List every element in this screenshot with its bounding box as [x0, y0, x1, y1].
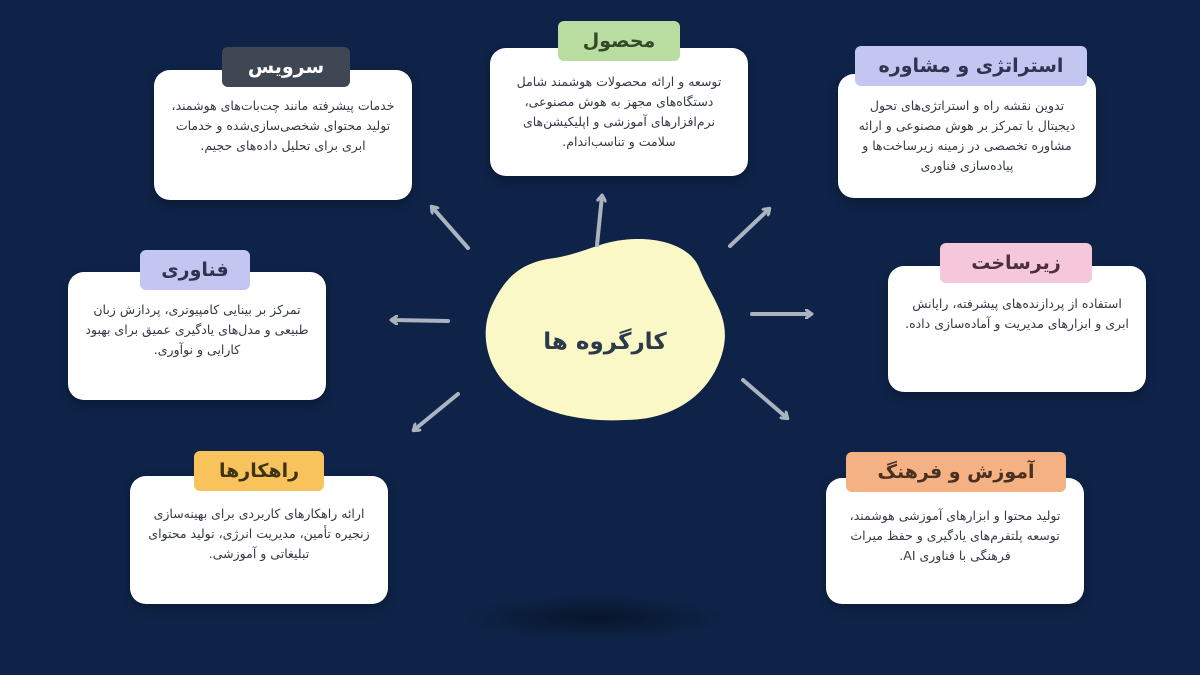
tag-solutions [194, 451, 324, 491]
center-title: کارگروه ها [543, 329, 667, 355]
card-education [826, 478, 1084, 604]
card-product [490, 48, 748, 176]
tag-infrastructure [940, 243, 1092, 283]
arrow-to-education [743, 380, 787, 418]
card-infrastructure-text: استفاده از پردازنده‌های پیشرفته، رایانش ابری و ابزارهای مدیریت و آماده‌سازی داده. [905, 296, 1129, 331]
tag-strategy [855, 46, 1087, 86]
arrow-to-technology [392, 320, 448, 321]
tag-solutions-label: راهکارها [218, 460, 300, 482]
card-solutions-text: ارائه راهکارهای کاربردی برای بهینه‌سازی زنجیره تأمین، مدیریت انرژی، تولید محتوای تبلیغاتی و آموزشی. [148, 506, 370, 561]
arrow-to-service [432, 207, 468, 248]
tag-product [558, 21, 680, 61]
arrow-to-solutions [414, 394, 458, 430]
card-strategy-text: تدوین نقشه راه و استراتژی‌های تحول دیجیتال با تمرکز بر هوش مصنوعی و ارائه مشاوره تخصصی در زمینه زیرساخت‌ها و پیاده‌سازی فناوری [858, 98, 1076, 173]
card-infrastructure [888, 266, 1146, 392]
arrow-to-product [597, 196, 602, 245]
ground-shadow [465, 596, 725, 640]
tag-education [846, 452, 1066, 492]
tag-product-label: محصول [582, 30, 656, 52]
card-product-text: توسعه و ارائه محصولات هوشمند شامل دستگاه‌های مجهز به هوش مصنوعی، نرم‌افزارهای آموزشی و اپلیکیشن‌های سلامت و تناسب‌اندام. [516, 74, 722, 149]
tag-technology-label: فناوری [161, 259, 229, 281]
tag-service [222, 47, 350, 87]
card-solutions [130, 476, 388, 604]
tag-education-label: آموزش و فرهنگ [877, 461, 1035, 483]
card-service [154, 70, 412, 200]
arrow-to-strategy [730, 209, 769, 246]
card-education-text: تولید محتوا و ابزارهای آموزشی هوشمند، توسعه پلتفرم‌های یادگیری و حفظ میراث فرهنگی با فناوری AI. [849, 508, 1061, 563]
card-service-text: خدمات پیشرفته مانند چت‌بات‌های هوشمند، تولید محتوای شخصی‌سازی‌شده و خدمات ابری برای تحلیل داده‌های حجیم. [171, 98, 395, 153]
tag-strategy-label: استراتژی و مشاوره [878, 55, 1064, 77]
tag-service-label: سرویس [247, 56, 325, 78]
card-technology [68, 272, 326, 400]
tag-technology [140, 250, 250, 290]
card-technology-text: تمرکز بر بینایی کامپیوتری، پردازش زبان طبیعی و مدل‌های یادگیری عمیق برای بهبود کارایی و نوآوری. [85, 302, 309, 357]
card-strategy [838, 74, 1096, 198]
tag-infrastructure-label: زیرساخت [971, 252, 1061, 274]
